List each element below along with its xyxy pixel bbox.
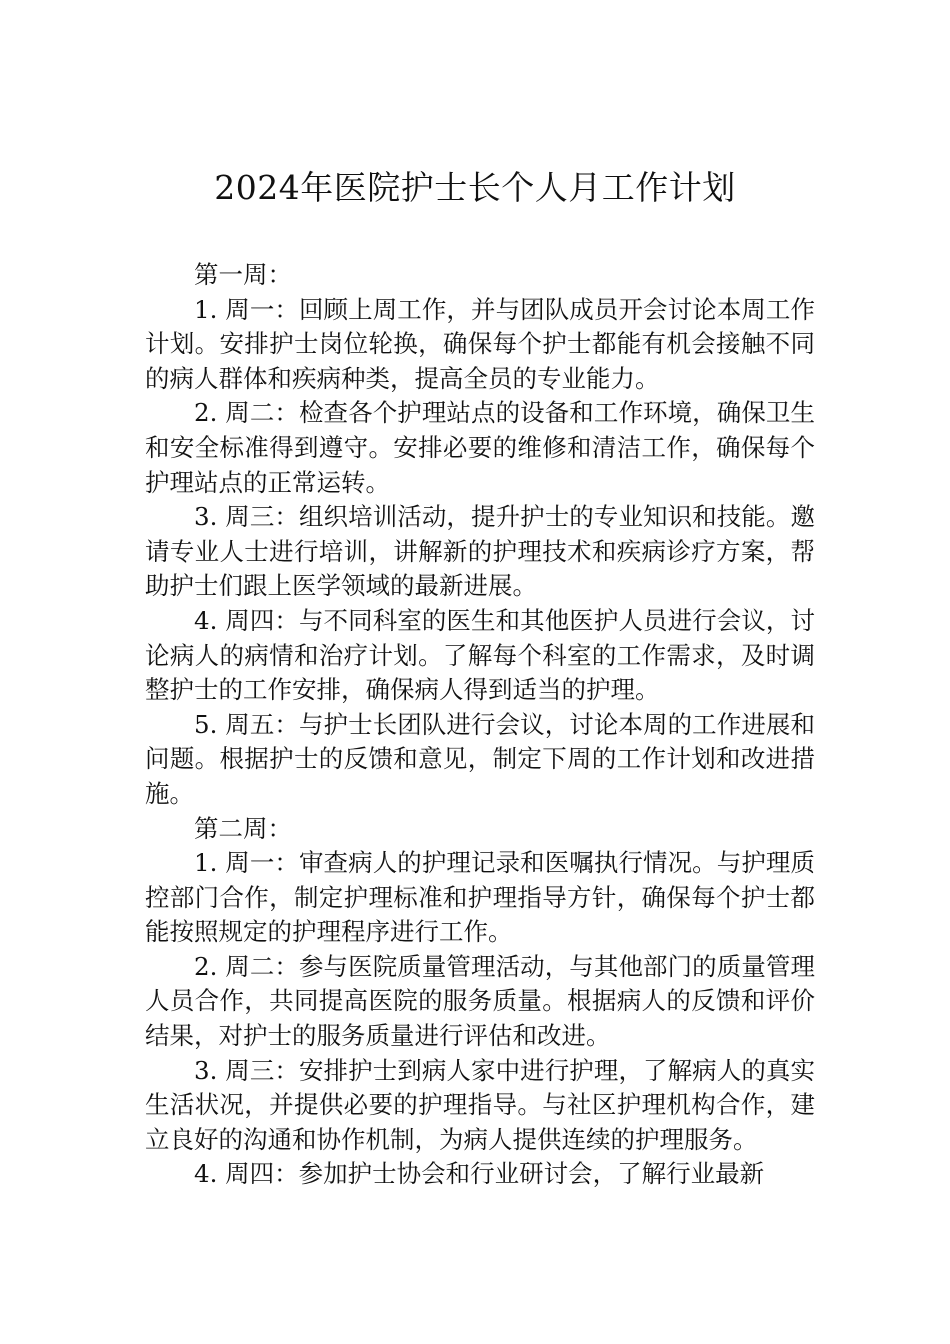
document-body — [145, 258, 815, 1192]
week1-item-wednesday: 3. 周三：组织培训活动，提升护士的专业知识和技能。邀请专业人士进行培训，讲解新的护理技术和疾病诊疗方案，帮助护士们跟上医学领域的最新进展。 — [145, 502, 815, 601]
week1-heading: 第一周： — [194, 260, 292, 289]
week2-heading: 第二周： — [194, 813, 292, 843]
document-title: 2024年医院护士长个人月工作计划 — [214, 168, 736, 207]
week1-item-tuesday: 2. 周二：检查各个护理站点的设备和工作环境，确保卫生和安全标准得到遵守。安排必要的维修和清洁工作，确保每个护理站点的正常运转。 — [145, 398, 815, 497]
week2-item-tuesday: 2. 周二：参与医院质量管理活动，与其他部门的质量管理人员合作，共同提高医院的服务质量。根据病人的反馈和评价结果，对护士的服务质量进行评估和改进。 — [145, 951, 815, 1051]
week2-item-thursday: 4. 周四：参加护士协会和行业研讨会，了解行业最新 — [194, 1159, 765, 1189]
week1-item-friday: 5. 周五：与护士长团队进行会议，讨论本周的工作进展和问题。根据护士的反馈和意见，制定下周的工作计划和改进措施。 — [145, 709, 815, 808]
week1-item-monday: 1. 周一：回顾上周工作，并与团队成员开会讨论本周工作计划。安排护士岗位轮换，确保每个护士都能有机会接触不同的病人群体和疾病种类，提高全员的专业能力。 — [145, 294, 815, 393]
week1-item-thursday: 4. 周四：与不同科室的医生和其他医护人员进行会议，讨论病人的病情和治疗计划。了解每个科室的工作需求，及时调整护士的工作安排，确保病人得到适当的护理。 — [145, 605, 815, 705]
week2-item-monday: 1. 周一：审查病人的护理记录和医嘱执行情况。与护理质控部门合作，制定护理标准和护理指导方针，确保每个护士都能按照规定的护理程序进行工作。 — [145, 848, 815, 947]
week2-item-wednesday: 3. 周三：安排护士到病人家中进行护理，了解病人的真实生活状况，并提供必要的护理指导。与社区护理机构合作，建立良好的沟通和协作机制，为病人提供连续的护理服务。 — [145, 1055, 815, 1154]
